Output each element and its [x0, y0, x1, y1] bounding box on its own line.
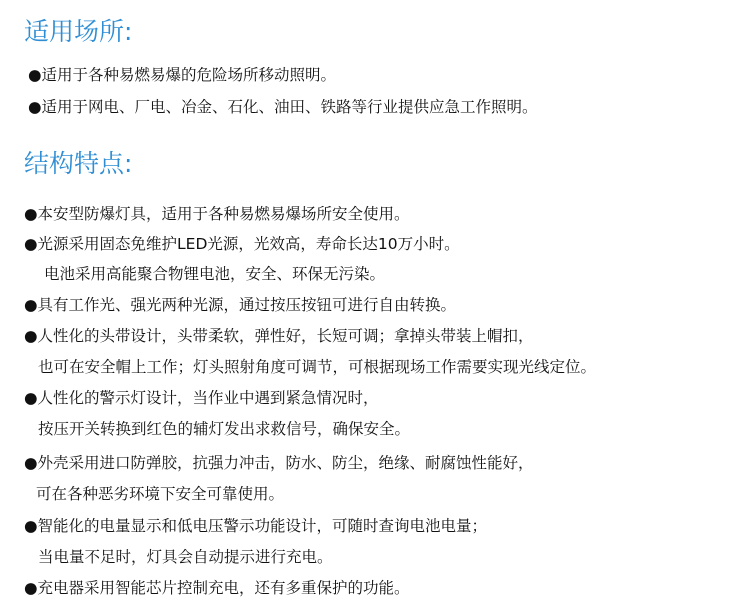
- feature-line-13: ●充电器采用智能芯片控制充电，还有多重保护的功能。: [24, 579, 410, 597]
- feature-line-4: ●具有工作光、强光两种光源，通过按压按钮可进行自由转换。: [24, 296, 457, 314]
- application-line-1: ●适用于各种易燃易爆的危险场所移动照明。: [28, 66, 337, 84]
- feature-line-7: ●人性化的警示灯设计，当作业中遇到紧急情况时，: [24, 389, 379, 407]
- section-title-applications: 适用场所:: [24, 17, 133, 46]
- feature-line-1: ●本安型防爆灯具，适用于各种易燃易爆场所安全使用。: [24, 205, 410, 223]
- feature-line-2: ●光源采用固态免维护LED光源，光效高，寿命长达10万小时。: [24, 235, 460, 253]
- section-title-features: 结构特点:: [24, 149, 133, 178]
- feature-line-12: 当电量不足时，灯具会自动提示进行充电。: [38, 548, 333, 566]
- feature-line-9: ●外壳采用进口防弹胶，抗强力冲击，防水、防尘，绝缘、耐腐蚀性能好，: [24, 454, 534, 472]
- feature-line-3: 电池采用高能聚合物锂电池，安全、环保无污染。: [44, 265, 386, 283]
- feature-line-11: ●智能化的电量显示和低电压警示功能设计，可随时查询电池电量；: [24, 517, 488, 535]
- feature-line-5: ●人性化的头带设计，头带柔软，弹性好，长短可调；拿掉头带装上帽扣，: [24, 327, 534, 345]
- feature-line-6: 也可在安全帽上工作；灯头照射角度可调节，可根据现场工作需要实现光线定位。: [38, 358, 597, 376]
- feature-line-10: 可在各种恶劣环境下安全可靠使用。: [36, 485, 285, 503]
- application-line-2: ●适用于网电、厂电、冶金、石化、油田、铁路等行业提供应急工作照明。: [28, 98, 538, 116]
- feature-line-8: 按压开关转换到红色的辅灯发出求救信号，确保安全。: [38, 420, 411, 438]
